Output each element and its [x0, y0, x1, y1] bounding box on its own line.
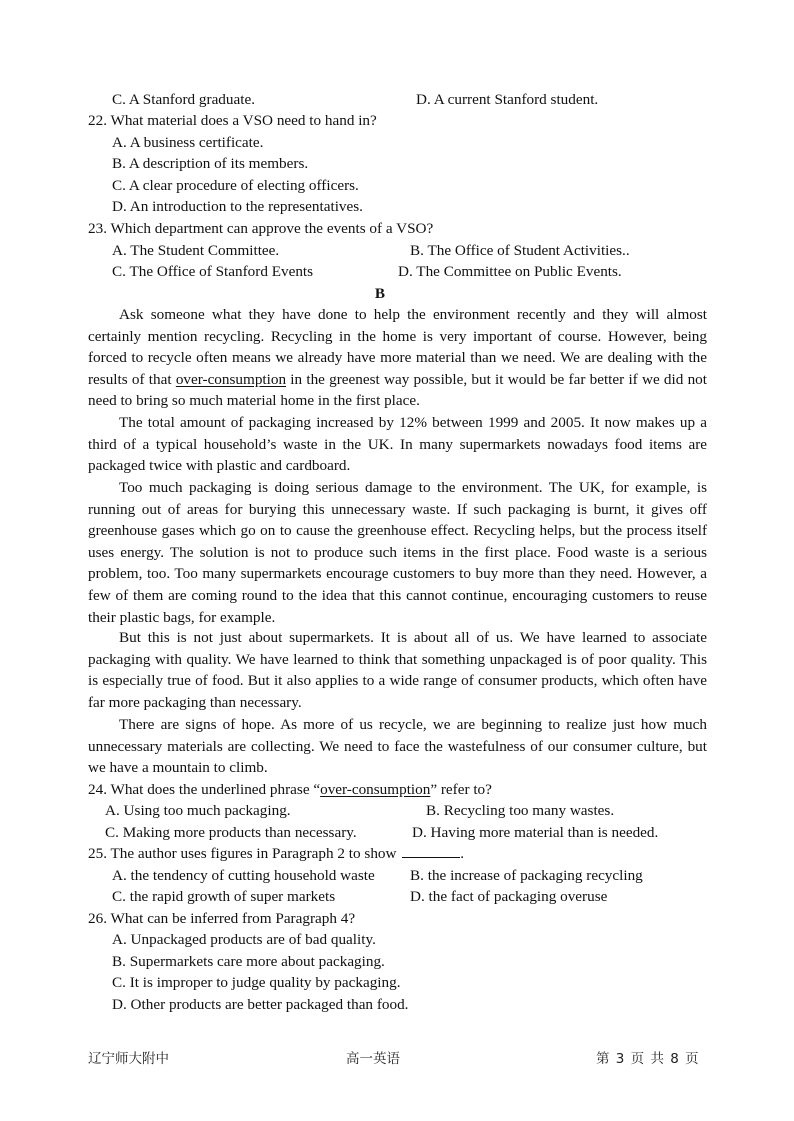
q23-question: 23. Which department can approve the events of a VSO? [88, 220, 434, 237]
q25-question-end: . [460, 845, 465, 862]
q22-option-b: B. A description of its members. [112, 155, 309, 172]
q24-option-a: A. Using too much packaging. [105, 802, 291, 819]
q24-option-d: D. Having more material than is needed. [412, 824, 659, 841]
q22-option-d: D. An introduction to the representatives. [112, 198, 363, 215]
q25-option-a: A. the tendency of cutting household waste [112, 867, 375, 884]
q26-question: 26. What can be inferred from Paragraph 4? [88, 910, 356, 927]
q23-option-d: D. The Committee on Public Events. [398, 263, 622, 280]
answer-blank [402, 843, 460, 858]
passage-paragraph-2: The total amount of packaging increased by 12% between 1999 and 2005. It now makes up a third of a typical household’s waste in the UK. In many supermarkets nowadays food items are packaged twice with plastic and cardboard. [88, 414, 707, 475]
q22-question: 22. What material does a VSO need to hand in? [88, 112, 377, 129]
passage-paragraph-3: Too much packaging is doing serious damage to the environment. The UK, for example, is running out of areas for burying this unnecessary waste. If such packaging is burnt, it gives off greenhouse gases which go on to cause the greenhouse effect. Recycling helps, but the process itself uses energy. The solution is not to produce such items in the first place. Food waste is a serious problem, too. Too many supermarkets encourage customers to buy more than they need. However, a few of them are coming round to the idea that this cannot continue, encouraging customers to reuse their plastic bags, for example. [88, 479, 707, 626]
q22-option-c: C. A clear procedure of electing officers. [112, 177, 359, 194]
q26-option-c: C. It is improper to judge quality by packaging. [112, 974, 401, 991]
p1-text-after: in the greenest way possible, but it would be far better if we did not need to bring so much material home in the first place. [88, 370, 707, 410]
q25-option-d: D. the fact of packaging overuse [410, 888, 608, 905]
q25-question [88, 843, 464, 865]
passage-paragraph-4: But this is not just about supermarkets. It is about all of us. We have learned to associate packaging with quality. We have learned to think that something unpackaged is of poor quality. This is especially true of food. But it also applies to a wide range of consumer products, which often have far more packaging than necessary. [88, 629, 707, 711]
q21-option-d: D. A current Stanford student. [416, 91, 599, 108]
q24-question-before: 24. What does the underlined phrase “ [88, 781, 321, 798]
q24-option-c: C. Making more products than necessary. [105, 824, 357, 841]
q26-option-b: B. Supermarkets care more about packaging. [112, 953, 385, 970]
q23-option-a: A. The Student Committee. [112, 242, 280, 259]
footer-school: 辽宁师大附中 [88, 1051, 169, 1067]
p1-text-before: Ask someone what they have done to help the environment recently and they will almost certainly mention recycling. Recycling in the home is very important of course. However, being forced to recycle often means we already have more material than we need. We are dealing with the results of that [88, 306, 707, 388]
q23-option-b: B. The Office of Student Activities.. [410, 242, 630, 259]
section-b-heading: B [374, 285, 386, 302]
q24-question [88, 779, 492, 801]
q25-option-c: C. the rapid growth of super markets [112, 888, 336, 905]
q24-question-after: ” refer to? [430, 781, 492, 798]
underlined-phrase: over-consumption [175, 370, 287, 388]
q24-option-b: B. Recycling too many wastes. [426, 802, 615, 819]
q26-option-a: A. Unpackaged products are of bad quality. [112, 931, 376, 948]
q23-option-c: C. The Office of Stanford Events [112, 263, 314, 280]
q22-option-a: A. A business certificate. [112, 134, 264, 151]
q25-question-text: 25. The author uses figures in Paragraph 2 to show [88, 845, 397, 862]
q24-underlined-phrase: over-consumption [320, 781, 431, 798]
q21-option-c: C. A Stanford graduate. [112, 91, 255, 108]
q25-option-b: B. the increase of packaging recycling [410, 867, 643, 884]
q26-option-d: D. Other products are better packaged than food. [112, 996, 409, 1013]
passage-paragraph-5: There are signs of hope. As more of us recycle, we are beginning to realize just how much unnecessary materials are collecting. We need to face the wastefulness of our consumer culture, but we have a mountain to climb. [88, 716, 707, 777]
passage-paragraph-1 [88, 304, 707, 412]
footer-subject: 高一英语 [346, 1051, 400, 1067]
footer-page-info: 第 3 页 共 8 页 [596, 1051, 699, 1067]
